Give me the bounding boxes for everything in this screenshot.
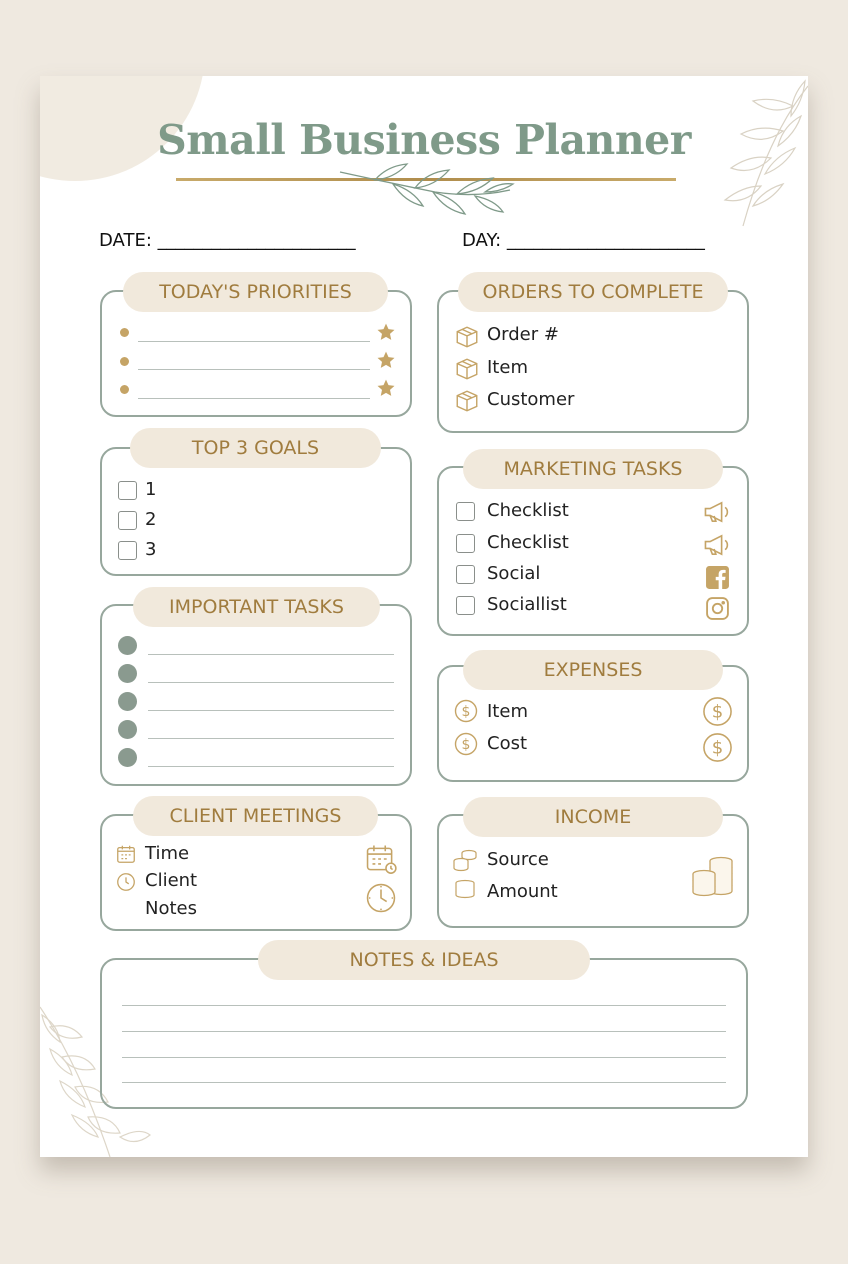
star-icon	[376, 350, 396, 370]
dollar-coin-icon	[454, 699, 478, 723]
clock-icon	[364, 881, 398, 915]
marketing-heading: MARKETING TASKS	[463, 449, 723, 489]
marketing-checkbox[interactable]	[456, 502, 475, 521]
important-tasks-heading: IMPORTANT TASKS	[133, 587, 380, 627]
order-label: Item	[487, 357, 528, 378]
date-field[interactable]: DATE: ______________________	[99, 230, 356, 251]
svg-text:$: $	[461, 736, 471, 753]
bullet-dot	[120, 357, 129, 366]
star-icon	[376, 378, 396, 398]
client-meetings-heading: CLIENT MEETINGS	[133, 796, 378, 836]
marketing-label: Social	[487, 563, 541, 584]
dollar-coin-icon	[454, 732, 478, 756]
notes-line[interactable]	[122, 1082, 726, 1083]
orders-heading: ORDERS TO COMPLETE	[458, 272, 728, 312]
calendar-icon	[364, 842, 398, 876]
planner-sheet	[40, 76, 808, 1157]
task-line[interactable]	[148, 710, 394, 711]
svg-text:$: $	[711, 701, 724, 723]
priority-line[interactable]	[138, 369, 370, 370]
marketing-checkbox[interactable]	[456, 596, 475, 615]
leaf-sprig-icon	[335, 162, 515, 222]
task-bullet	[118, 692, 137, 711]
meeting-label: Client	[145, 870, 198, 891]
income-heading: INCOME	[463, 797, 723, 837]
star-icon	[376, 322, 396, 342]
dollar-coin-icon	[702, 696, 733, 727]
dollar-coin-icon	[702, 732, 733, 763]
day-field[interactable]: DAY: ______________________	[462, 230, 705, 251]
marketing-label: Checklist	[487, 532, 569, 553]
task-line[interactable]	[148, 654, 394, 655]
task-line[interactable]	[148, 738, 394, 739]
marketing-label: Checklist	[487, 500, 569, 521]
box-icon	[454, 324, 480, 350]
goal-label: 2	[145, 509, 157, 530]
task-line[interactable]	[148, 766, 394, 767]
svg-text:$: $	[711, 737, 724, 759]
task-bullet	[118, 664, 137, 683]
priority-line[interactable]	[138, 398, 370, 399]
goal-checkbox[interactable]	[118, 511, 137, 530]
order-label: Customer	[487, 389, 575, 410]
notes-panel	[100, 958, 748, 1109]
calendar-icon	[115, 843, 137, 865]
important-tasks-panel	[100, 604, 412, 786]
priorities-heading: TODAY'S PRIORITIES	[123, 272, 388, 312]
page-title: Small Business Planner	[157, 116, 691, 164]
bullet-dot	[120, 385, 129, 394]
expenses-heading: EXPENSES	[463, 650, 723, 690]
priority-line[interactable]	[138, 341, 370, 342]
marketing-label: Sociallist	[487, 594, 567, 615]
task-bullet	[118, 636, 137, 655]
clock-icon	[115, 871, 137, 893]
instagram-icon	[705, 596, 730, 621]
income-label: Source	[487, 849, 549, 870]
income-label: Amount	[487, 881, 558, 902]
goal-checkbox[interactable]	[118, 481, 137, 500]
meeting-label: Time	[145, 843, 190, 864]
marketing-checkbox[interactable]	[456, 565, 475, 584]
task-bullet	[118, 748, 137, 767]
expense-label: Cost	[487, 733, 528, 754]
meeting-label: Notes	[145, 898, 197, 919]
order-label: Order #	[487, 324, 559, 345]
task-line[interactable]	[148, 682, 394, 683]
task-bullet	[118, 720, 137, 739]
notes-line[interactable]	[122, 1005, 726, 1006]
coin-stack-icon	[690, 856, 736, 898]
megaphone-icon	[702, 498, 732, 526]
goals-heading: TOP 3 GOALS	[130, 428, 381, 468]
goal-checkbox[interactable]	[118, 541, 137, 560]
goal-label: 1	[145, 479, 157, 500]
facebook-icon	[705, 565, 730, 590]
notes-line[interactable]	[122, 1031, 726, 1032]
coin-stack-icon	[452, 849, 478, 873]
svg-text:$: $	[461, 703, 471, 720]
expense-label: Item	[487, 701, 528, 722]
coin-stack-icon	[452, 878, 478, 902]
notes-line[interactable]	[122, 1057, 726, 1058]
notes-heading: NOTES & IDEAS	[258, 940, 590, 980]
box-icon	[454, 388, 480, 414]
megaphone-icon	[702, 531, 732, 559]
marketing-checkbox[interactable]	[456, 534, 475, 553]
goal-label: 3	[145, 539, 157, 560]
bullet-dot	[120, 328, 129, 337]
box-icon	[454, 356, 480, 382]
